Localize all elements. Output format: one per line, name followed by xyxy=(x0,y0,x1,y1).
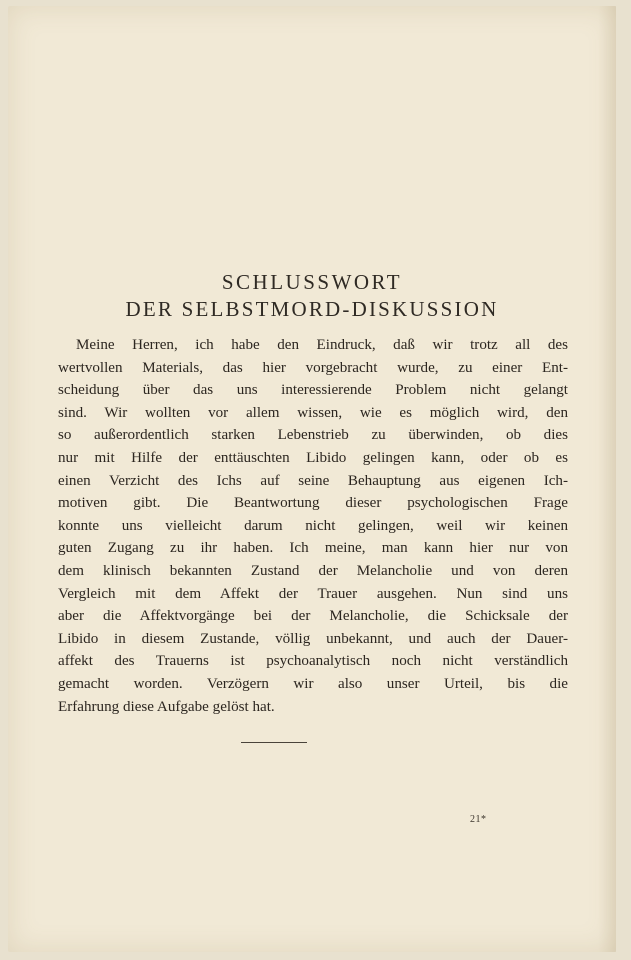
text-line: nur mit Hilfe der enttäuschten Libido gelingen kann, oder ob es xyxy=(58,449,568,466)
body-paragraph xyxy=(58,334,568,718)
text-line: dem klinisch bekannten Zustand der Melancholie und von deren xyxy=(58,562,568,579)
chapter-title: SCHLUSSWORT xyxy=(221,270,403,294)
text-line: so außerordentlich starken Lebenstrieb zu überwinden, ob dies xyxy=(58,427,568,444)
chapter-subtitle: DER SELBSTMORD-DISKUSSION xyxy=(125,297,499,321)
text-line: affekt des Trauerns ist psychoanalytisch noch nicht verständlich xyxy=(58,653,568,670)
text-line: aber die Affektvorgänge bei der Melancholie, die Schicksale der xyxy=(58,608,568,625)
text-line: konnte uns vielleicht darum nicht gelingen, weil wir keinen xyxy=(58,517,568,534)
text-line: Erfahrung diese Aufgabe gelöst hat. xyxy=(58,698,275,715)
text-line: scheidung über das uns interessierende Problem nicht gelangt xyxy=(58,382,568,399)
text-line: Libido in diesem Zustande, völlig unbekannt, und auch der Dauer- xyxy=(58,630,568,647)
text-line: gemacht worden. Verzögern wir also unser Urteil, bis die xyxy=(58,675,568,692)
text-line: wertvollen Materials, das hier vorgebracht wurde, zu einer Ent- xyxy=(58,359,568,376)
text-line: sind. Wir wollten vor allem wissen, wie es möglich wird, den xyxy=(58,404,568,421)
page-number: 21* xyxy=(470,814,487,825)
text-line: motiven gibt. Die Beantwortung dieser psychologischen Frage xyxy=(58,495,568,512)
book-page xyxy=(8,6,616,952)
text-line: Meine Herren, ich habe den Eindruck, daß wir trotz all des xyxy=(76,337,568,353)
text-line: guten Zugang zu ihr haben. Ich meine, man kann hier nur von xyxy=(58,540,568,557)
text-line: Vergleich mit dem Affekt der Trauer ausgehen. Nun sind uns xyxy=(58,585,568,602)
text-line: einen Verzicht des Ichs auf seine Behauptung aus eigenen Ich- xyxy=(58,472,568,489)
section-divider xyxy=(241,742,307,743)
